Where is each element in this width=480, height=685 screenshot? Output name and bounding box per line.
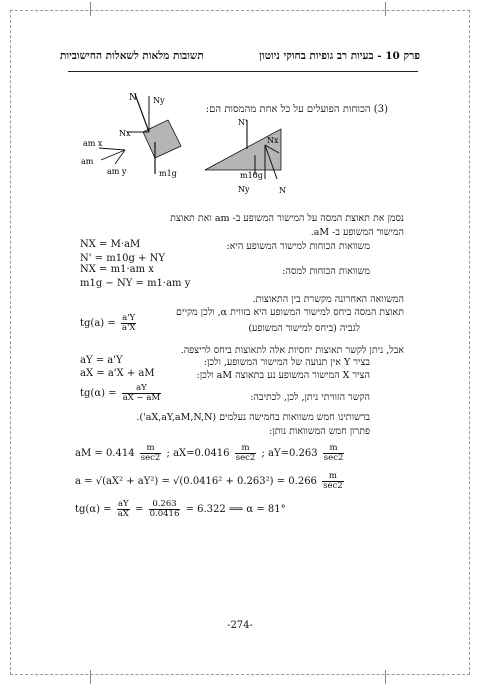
ax-label: הציר X המישור המשופע נע בתאוצה aM ולכן: (196, 370, 370, 381)
label-n-wedge: N (279, 186, 286, 195)
result-tg-line: tg(α) = $\frac{aY}{aX}$ = $\frac{0.263}{0.0416}$ = 6.322 ⟹ α = 81° (75, 499, 286, 519)
result-aM: aM = 0.414 (75, 448, 135, 459)
section-title: תשובות מלאות לשאלות החישוביות (60, 50, 204, 62)
para-1-line-1: נסמן את תאוצת המסה על המישור המשופע ב- am ואת תאוצת (170, 213, 404, 224)
crop-mark (385, 2, 386, 16)
chapter-title: פרק 10 - בעיות רב גופיות בחוקי ניוטון (259, 50, 420, 62)
mass-force-diagram (75, 90, 195, 185)
label-amx: am x (83, 139, 103, 148)
label-n: N (129, 93, 137, 103)
wedge-eq-2: N' = m10g + NY (80, 253, 165, 264)
header-rule (68, 71, 418, 72)
label-am: am (81, 157, 94, 166)
label-m1g: m1g (159, 169, 177, 178)
crop-mark (90, 2, 91, 16)
mass-eq-2: m1g − NY = m1·am y (80, 278, 191, 289)
geometric-label: הקשר הזוויתי ניתן, לכן, לכתיבה: (250, 392, 370, 403)
result-aY: aY=0.263 (268, 448, 318, 459)
result-aX: aX=0.0416 (173, 448, 230, 459)
para-2-line-1: המשוואה האחרונה מקשרת בין התאוצות. (252, 294, 404, 305)
label-nx: Nx (119, 129, 131, 138)
label-n-prime: N' (238, 118, 248, 127)
ay-label: בציר Y אין תנועה של המישור המשופע, ולכן: (203, 357, 370, 368)
label-nx-wedge: Nx (267, 136, 279, 145)
accel-arrow-amx (99, 148, 125, 150)
page-header (60, 50, 420, 64)
para-2-line-2: תאוצת המסה ביחס למישור המשופע היא בזווית α, ולכן מקיים (176, 307, 404, 318)
force-arrow-n (135, 94, 149, 132)
wedge-force-diagram (195, 115, 305, 200)
result-a-line: a = √(aX² + aY²) = √(0.0416² + 0.263²) = 0.266 $\frac{m}{\sec 2}$ (75, 471, 343, 491)
para-4-line-1: ברשותינו חמש משוואות בחמישה נעלמים (aX,aY,aM,N,N'). (136, 412, 370, 423)
crop-mark (385, 670, 386, 684)
para-1-line-2: המישור המשופע ב- aM. (310, 227, 404, 238)
mass-eq-label: משוואות הכוחות למסה: (282, 266, 370, 277)
results-line: aM = 0.414 $\frac{m}{\sec 2}$ ; aX=0.0416 $\frac{m}{\sec 2}$ ; aY=0.263 $\frac{m}{\sec 2}$ (75, 443, 344, 463)
ax-eq: aX = a'X + aM (80, 368, 155, 379)
wedge-eq-1: NX = M·aM (80, 239, 141, 250)
label-amy: am y (107, 167, 127, 176)
geometric-eq: tg(α) = $\frac{aY}{aX - aM}$ (80, 383, 161, 403)
page-number: -274- (227, 620, 253, 631)
para-3-line-1: אבל, ניתן לקשר תאוצות יחסיות אלה לתאוצות ביחס לריצפה. (180, 345, 404, 356)
relative-label: לגביה (ביחס למישור המשופע) (248, 323, 360, 334)
label-ny: Ny (153, 96, 165, 105)
mass-eq-1: NX = m1·am x (80, 264, 154, 275)
para-4-line-2: פתרון חמש המשוואות נותן: (269, 426, 370, 437)
label-m10g: m10g (240, 171, 263, 180)
question-title: (3) הכוחות הפועלים על כל אחת מהמסות הם: (205, 104, 388, 115)
crop-mark (90, 670, 91, 684)
wedge-eq-label: משוואות הכוחות למישור המשופע היא: (226, 241, 370, 252)
relative-eq: tg(a) = $\frac{a'Y}{a'X}$ (80, 313, 136, 333)
ay-eq: aY = a'Y (80, 355, 123, 366)
label-ny-wedge: Ny (238, 185, 250, 194)
